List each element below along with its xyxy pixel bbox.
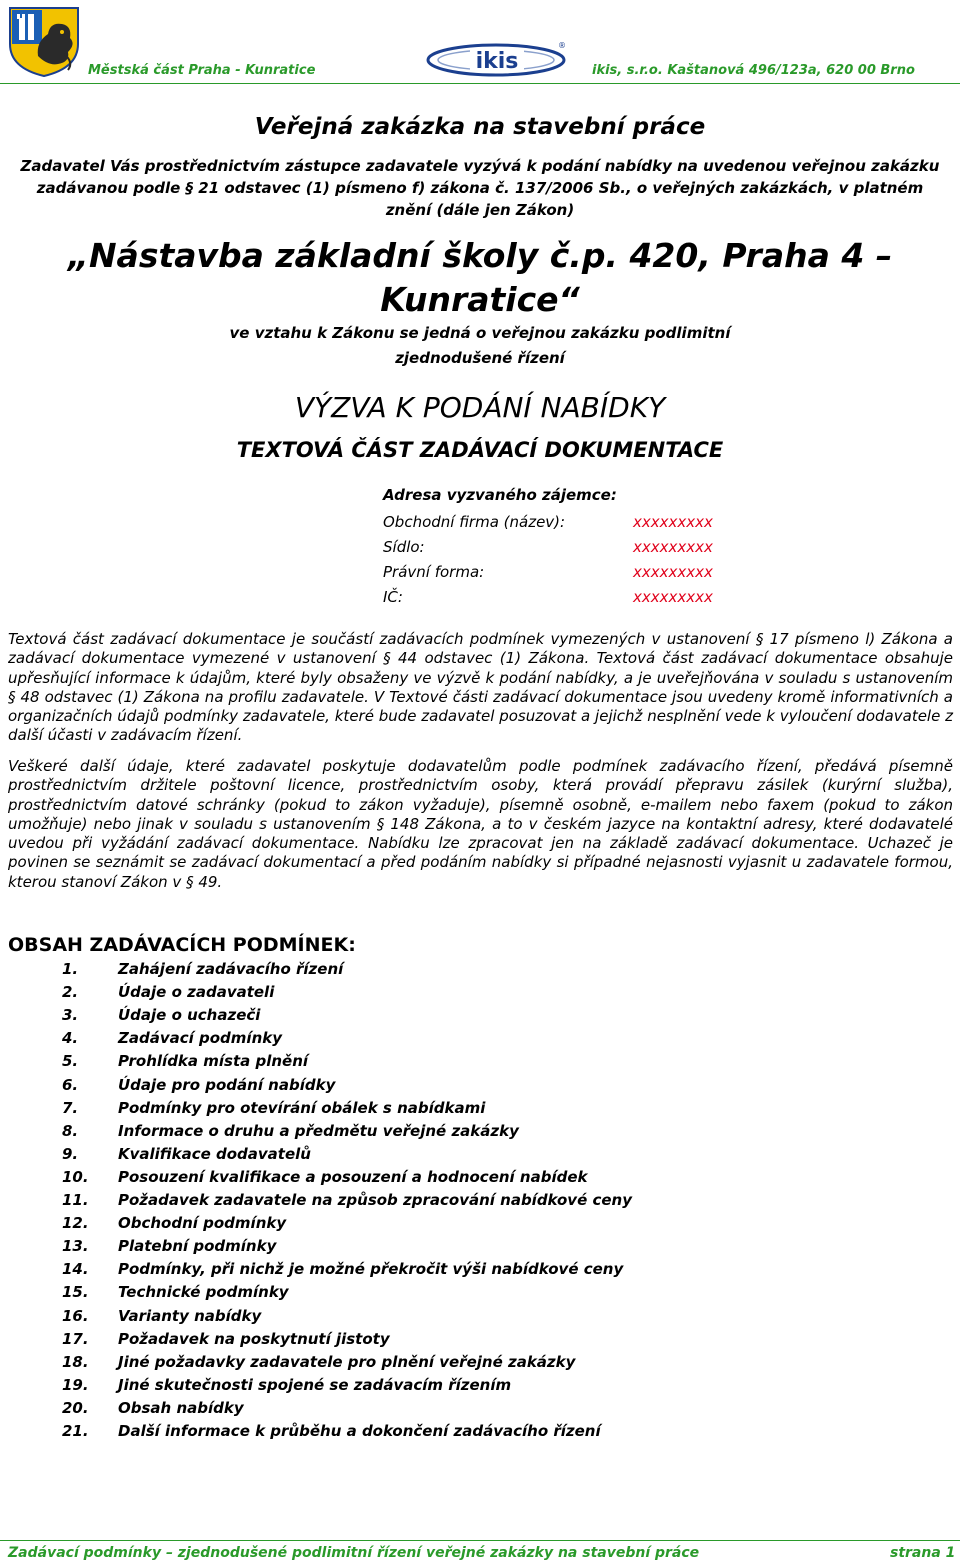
toc-item-number: 12. [62,1214,89,1233]
logo-text: ikis [475,49,519,74]
toc-item-label: Obchodní podmínky [118,1214,287,1233]
toc-item-number: 3. [62,1006,79,1025]
section-heading: TEXTOVÁ ČÁST ZADÁVACÍ DOKUMENTACE [236,438,724,462]
paragraph-communication: Veškeré další údaje, které zadavatel poskytuje dodavatelům podle podmínek zadávacího řízení, předává písemně prostřednictvím držitele poštovní licence, prostřednictvím osoby, která provádí přepravu zásilek (kurýrní služba), prostřednictvím datové schránky (pokud to zákon vyžaduje), písemně osobně, e-mailem nebo faxem (pokud to zákon umožňuje) nebo jinak v souladu s ustanovením § 148 Zákona, a to v českém jazyce na kontaktní adresy, které dodavatelé uvedou při vyžádání zadávací dokumentace. Nabídku lze zpracovat jen na základě zadávací dokumentace. Uchazeč je povinen se seznámit se zadávací dokumentací a před podáním nabídky si případné nejasnosti vyjasnit u zadavatele formou, kterou stanoví Zákon v § 49. [8,757,953,891]
toc-item-number: 8. [62,1121,79,1140]
coat-of-arms-icon [6,4,82,78]
toc-item-label: Požadavek na poskytnutí jistoty [118,1329,390,1348]
toc-item-number: 7. [62,1098,79,1117]
toc-item-number: 5. [62,1052,79,1071]
toc-item-label: Údaje pro podání nabídky [118,1075,336,1094]
toc-item-label: Kvalifikace dodavatelů [118,1144,311,1163]
toc-item-label: Jiné skutečnosti spojené se zadávacím řízením [118,1375,512,1394]
footer-left-text: Zadávací podmínky – zjednodušené podlimitní řízení veřejné zakázky na stavební práce [8,1545,700,1561]
header-left-text: Městská část Praha - Kunratice [88,63,316,78]
header-right-text: ikis, s.r.o. Kaštanová 496/123a, 620 00 Brno [592,63,915,78]
toc-item-label: Obsah nabídky [118,1398,244,1417]
document-heading: Veřejná zakázka na stavební práce [254,114,706,140]
toc-item-number: 21. [62,1422,89,1440]
contract-title: „Nástavba základní školy č.p. 420, Praha 4 – Kunratice“ [67,236,893,319]
toc-item-number: 14. [62,1260,89,1279]
subtitle-procurement-type: ve vztahu k Zákonu se jedná o veřejnou zakázku podlimitní [229,324,731,342]
toc-item-label: Podmínky pro otevírání obálek s nabídkami [118,1098,486,1117]
address-label-company: Obchodní firma (název): [383,513,566,531]
toc-item-number: 19. [62,1375,89,1394]
toc-item-number: 16. [62,1306,89,1325]
toc-item-label: Platební podmínky [118,1237,277,1256]
address-heading: Adresa vyzvaného zájemce: [383,486,617,504]
toc-item-number: 17. [62,1329,89,1348]
toc-item-label: Prohlídka místa plnění [118,1052,309,1071]
toc-item-number: 6. [62,1075,79,1094]
footer-divider [0,1540,960,1541]
address-label-seat: Sídlo: [383,538,425,556]
toc-item-number: 20. [62,1398,89,1417]
toc-item-label: Jiné požadavky zadavatele pro plnění veřejné zakázky [118,1352,576,1371]
address-value-seat: xxxxxxxxx [633,538,713,556]
toc-item-number: 10. [62,1167,89,1186]
toc-item-label: Technické podmínky [118,1283,289,1302]
address-label-ic: IČ: [383,588,403,606]
toc-item-label: Zadávací podmínky [118,1029,282,1048]
toc-item-label: Informace o druhu a předmětu veřejné zakázky [118,1121,519,1140]
toc-item-label: Další informace k průběhu a dokončení zadávacího řízení [118,1422,601,1440]
ikis-logo [424,34,570,80]
toc-item-label: Požadavek zadavatele na způsob zpracování nabídkové ceny [118,1191,632,1209]
registered-mark: ® [558,41,566,50]
toc-item-number: 15. [62,1283,89,1302]
toc-item-label: Údaje o uchazeči [118,1006,261,1025]
paragraph-documentation: Textová část zadávací dokumentace je součástí zadávacích podmínek vymezených v ustanovení § 17 písmeno l) Zákona a zadávací dokumentace vymezené v ustanovení § 44 odstavec (1) Zákona. Textová část zadávací dokumentace obsahuje upřesňující informace k údajům, které byly obsaženy ve výzvě k podání nabídky, a je uveřejňována v souladu s ustanovením § 48 odstavec (1) Zákona na profilu zadavatele. V Textové části zadávací dokumentace jsou uvedeny kromě informativních a organizačních údajů podmínky zadavatele, které bude zadavatel posuzovat a jejichž nesplnění vede k vyloučení dodavatele z další účasti v zadávacím řízení. [8,630,953,745]
toc-item-number: 1. [62,960,79,978]
toc-item-number: 13. [62,1237,89,1256]
address-label-legal-form: Právní forma: [383,563,485,581]
toc-item-label: Zahájení zadávacího řízení [118,960,344,978]
subtitle-procedure: zjednodušené řízení [395,349,565,367]
toc-item-number: 11. [62,1191,89,1209]
toc-item-label: Údaje o zadavateli [118,983,275,1002]
toc-item-number: 2. [62,983,79,1002]
toc-item-label: Posouzení kvalifikace a posouzení a hodnocení nabídek [118,1167,588,1186]
invitation-heading: VÝZVA K PODÁNÍ NABÍDKY [294,391,666,424]
toc-item-label: Varianty nabídky [118,1306,262,1325]
toc-item-label: Podmínky, při nichž je možné překročit výši nabídkové ceny [118,1260,624,1279]
header-divider [0,83,960,84]
address-value-ic: xxxxxxxxx [633,588,713,606]
intro-text: Zadavatel Vás prostřednictvím zástupce zadavatele vyzývá k podání nabídky na uvedenou veřejnou zakázku zadávanou podle § 21 odstavec (1) písmeno f) zákona č. 137/2006 Sb., o veřejných zakázkách, v platném znění (dále jen Zákon) [20,157,940,219]
page-number: strana 1 [890,1545,956,1561]
toc-item-number: 4. [62,1029,79,1048]
address-value-legal-form: xxxxxxxxx [633,563,713,581]
toc-heading: OBSAH ZADÁVACÍCH PODMÍNEK: [8,934,356,956]
toc-item-number: 18. [62,1352,89,1371]
address-value-company: xxxxxxxxx [633,513,713,531]
toc-item-number: 9. [62,1144,79,1163]
